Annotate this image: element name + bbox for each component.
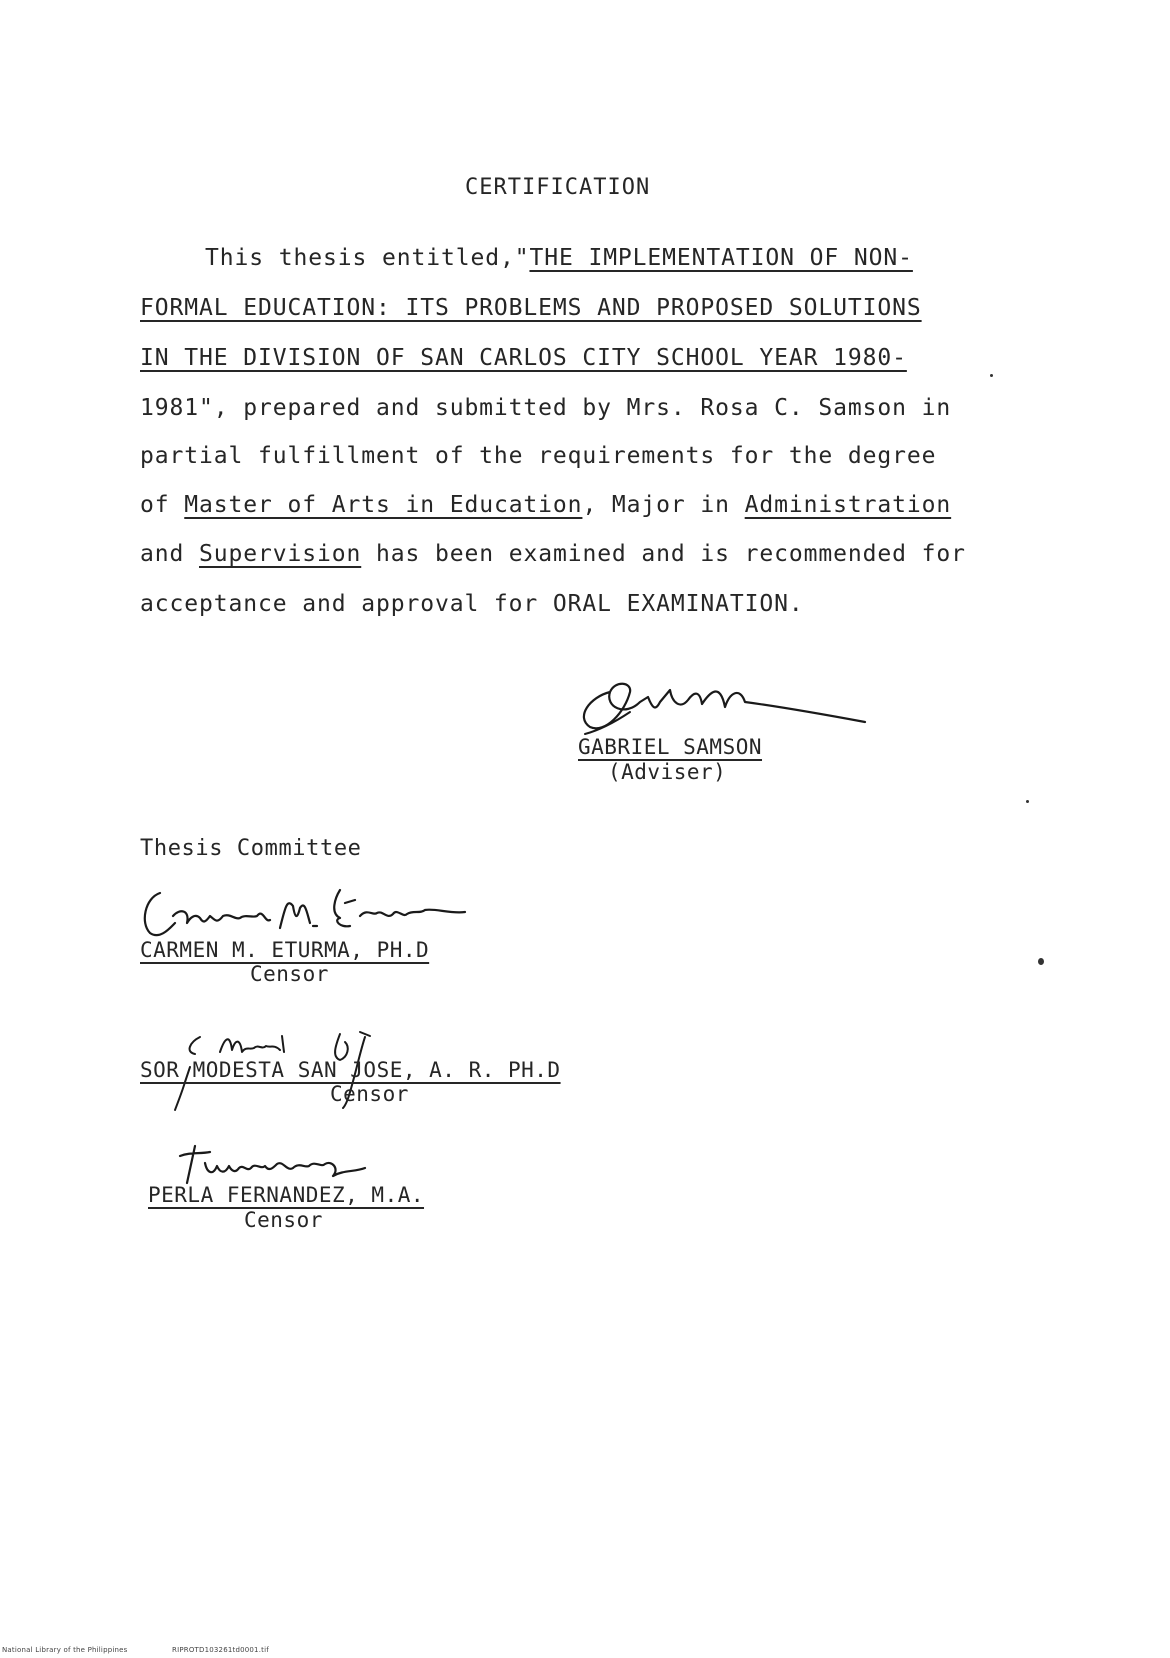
body-line-6-c: , Major in bbox=[582, 492, 745, 518]
page-title: CERTIFICATION bbox=[465, 175, 651, 200]
body-line-1-intro: This thesis entitled," bbox=[205, 245, 530, 271]
adviser-signature bbox=[570, 672, 870, 742]
body-line-1 bbox=[205, 245, 913, 271]
thesis-title-part-2: FORMAL EDUCATION: ITS PROBLEMS AND PROPOSED SOLUTIONS bbox=[140, 295, 922, 321]
member-1-role: Censor bbox=[250, 962, 329, 986]
degree-name: Master of Arts in Education bbox=[184, 492, 583, 518]
body-line-7 bbox=[140, 541, 966, 567]
member-2-name: SOR MODESTA SAN JOSE, A. R. PH.D bbox=[140, 1058, 561, 1082]
body-line-5: partial fulfillment of the requirements for the degree bbox=[140, 443, 937, 469]
footer-library: National Library of the Philippines bbox=[2, 1646, 128, 1654]
footer-filename: RIPROTD103261td0001.tif bbox=[172, 1646, 269, 1654]
body-line-8: acceptance and approval for ORAL EXAMINATION. bbox=[140, 591, 804, 617]
adviser-role: (Adviser) bbox=[608, 760, 727, 784]
scan-speck bbox=[1026, 800, 1029, 803]
thesis-title-part-3: IN THE DIVISION OF SAN CARLOS CITY SCHOOL YEAR 1980- bbox=[140, 345, 907, 371]
member-2-role: Censor bbox=[330, 1082, 409, 1106]
scan-speck bbox=[990, 374, 993, 377]
member-3-name: PERLA FERNANDEZ, M.A. bbox=[148, 1183, 425, 1207]
body-line-6 bbox=[140, 492, 951, 518]
body-line-7-c: has been examined and is recommended for bbox=[361, 541, 966, 567]
adviser-name: GABRIEL SAMSON bbox=[578, 735, 763, 759]
major-name: Administration bbox=[744, 492, 952, 518]
scan-speck bbox=[1038, 958, 1044, 965]
committee-heading: Thesis Committee bbox=[140, 836, 362, 861]
body-line-7-a: and bbox=[140, 541, 199, 567]
thesis-title-part-1: THE IMPLEMENTATION OF NON- bbox=[529, 245, 913, 271]
body-line-6-a: of bbox=[140, 492, 185, 518]
member-3-role: Censor bbox=[244, 1208, 323, 1232]
member-1-name: CARMEN M. ETURMA, PH.D bbox=[140, 938, 430, 962]
body-line-4: 1981", prepared and submitted by Mrs. Rosa C. Samson in bbox=[140, 395, 952, 421]
major-supervision: Supervision bbox=[199, 541, 362, 567]
